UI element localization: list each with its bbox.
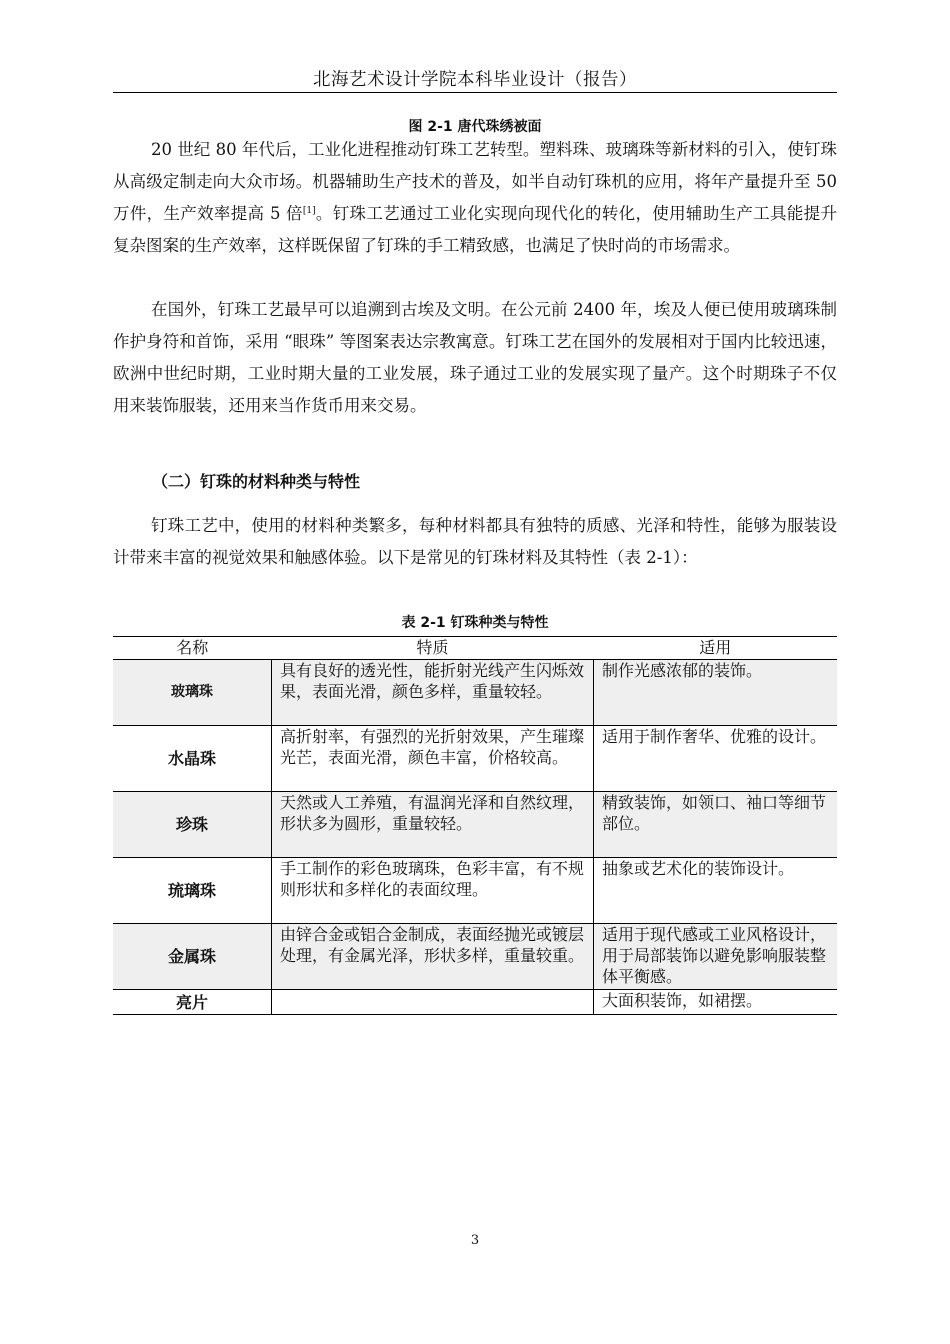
header-use: 适用 [594,637,838,660]
row-trait: 具有良好的透光性，能折射光线产生闪烁效果，表面光滑，颜色多样，重量较轻。 [272,660,594,726]
header-rule [113,92,837,93]
table-header-row [113,637,837,660]
paragraph-industrialization [113,134,837,262]
row-use: 抽象或艺术化的装饰设计。 [594,858,838,924]
row-use: 适用于现代感或工业风格设计，用于局部装饰以避免影响服装整体平衡感。 [594,924,838,990]
header-trait: 特质 [272,637,594,660]
row-name: 玻璃珠 [113,660,272,726]
bead-types-table [113,636,837,1015]
table-row [113,924,837,990]
paragraph-abroad-history: 在国外，钉珠工艺最早可以追溯到古埃及文明。在公元前 2400 年，埃及人便已使用玻璃珠制作护身符和首饰，采用 “眼珠” 等图案表达宗教寓意。钉珠工艺在国外的发展相对于国内比较迅速，欧洲中世纪时期，工业时期大量的工业发展，珠子通过工业的发展实现了量产。这个时期珠子不仅用来装饰服装，还用来当作货币用来交易。 [113,300,837,415]
page-number: 3 [470,1233,480,1248]
section-subheading: （二）钉珠的材料种类与特性 [152,472,361,491]
figure-caption: 图 2-1 唐代珠绣被面 [408,119,542,135]
row-use: 精致装饰，如领口、袖口等细节部位。 [594,792,838,858]
header-name: 名称 [113,637,272,660]
row-use: 制作光感浓郁的装饰。 [594,660,838,726]
row-use: 适用于制作奢华、优雅的设计。 [594,726,838,792]
table-row [113,792,837,858]
row-trait [272,990,594,1015]
row-name: 珍珠 [113,792,272,858]
page-header-title: 北海艺术设计学院本科毕业设计（报告） [313,70,637,90]
paragraph-industrialization-text-1: 20 世纪 80 年代后，工业化进程推动钉珠工艺转型。塑料珠、玻璃珠等新材料的引入，使钉珠从高级定制走向大众市场。机器辅助生产技术的普及，如半自动钉珠机的应用，将年产量提升至 50 万件，生产效率提高 5 倍 [113,140,837,223]
row-name: 金属珠 [113,924,272,990]
paragraph-industrialization-text-2: 。钉珠工艺通过工业化实现向现代化的转化，使用辅助生产工具能提升复杂图案的生产效率，这样既保留了钉珠的手工精致感，也满足了快时尚的市场需求。 [113,204,837,255]
row-trait: 由锌合金或铝合金制成，表面经抛光或镀层处理，有金属光泽，形状多样，重量较重。 [272,924,594,990]
table-row [113,726,837,792]
row-trait: 高折射率，有强烈的光折射效果，产生璀璨光芒，表面光滑，颜色丰富，价格较高。 [272,726,594,792]
row-name: 水晶珠 [113,726,272,792]
row-use: 大面积装饰，如裙摆。 [594,990,838,1015]
row-trait: 手工制作的彩色玻璃珠，色彩丰富，有不规则形状和多样化的表面纹理。 [272,858,594,924]
citation-ref: [1] [302,206,316,216]
row-name: 亮片 [113,990,272,1015]
paragraph-materials-intro: 钉珠工艺中，使用的材料种类繁多，每种材料都具有独特的质感、光泽和特性，能够为服装设计带来丰富的视觉效果和触感体验。以下是常见的钉珠材料及其特性（表 2-1）： [113,516,837,567]
table-row [113,660,837,726]
row-name: 琉璃珠 [113,858,272,924]
row-trait: 天然或人工养殖，有温润光泽和自然纹理，形状多为圆形，重量较轻。 [272,792,594,858]
table-caption: 表 2-1 钉珠种类与特性 [401,615,549,631]
table-row [113,858,837,924]
table-row [113,990,837,1015]
